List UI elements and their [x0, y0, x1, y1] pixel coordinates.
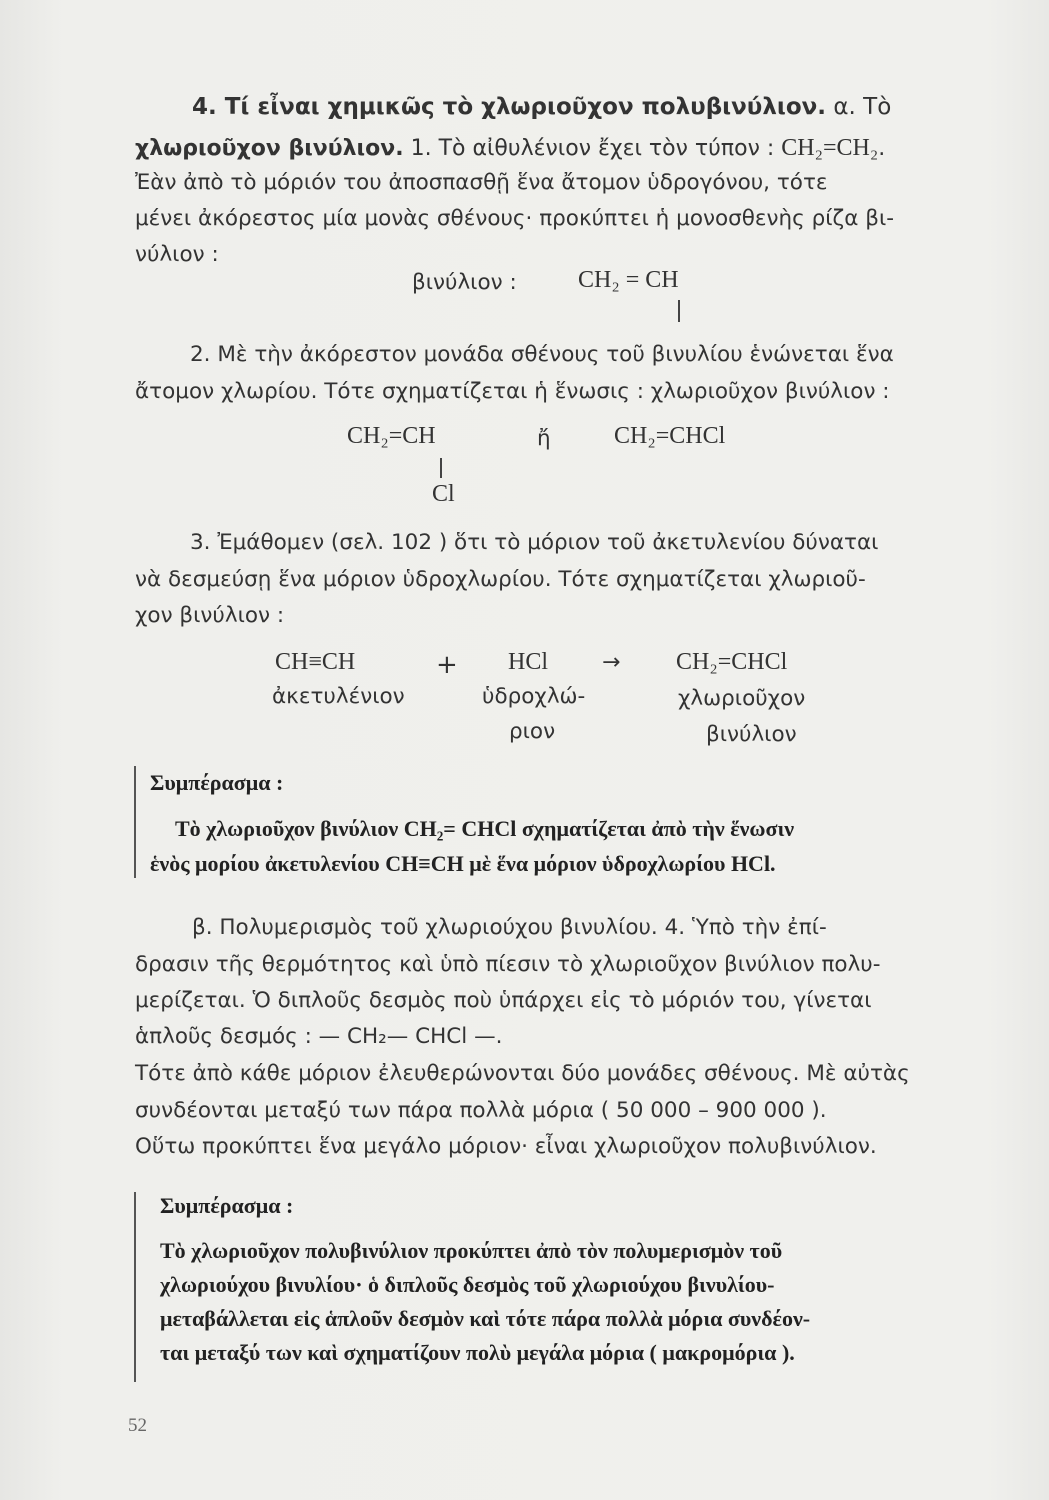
acetylene-name: ἀκετυλένιον [272, 684, 405, 709]
hcl-name-part1: ὑδροχλώ- [482, 684, 586, 709]
page-number: 52 [128, 1415, 147, 1436]
text-line: Τότε ἀπὸ κάθε μόριον ἐλευθερώνονται δύο μονάδες σθένους. Μὲ αὐτὰς [135, 1061, 910, 1086]
section-heading: 4. Τί εἶναι χημικῶς τὸ χλωριοῦχον πολυβινύλιον. [192, 94, 827, 120]
text-line: νὰ δεσμεύσῃ ἕνα μόριον ὑδροχλωρίου. Τότε σχηματίζεται χλωριοῦ- [135, 567, 866, 592]
hcl-name-part2: ριον [509, 719, 556, 744]
text-line: Οὕτω προκύπτει ἕνα μεγάλο μόριον· εἶναι χλωριοῦχον πολυβινύλιον. [135, 1134, 877, 1159]
conclusion-title: Συμπέρασμα : [150, 770, 284, 795]
text-line: ἁπλοῦς δεσμός : — CH₂— CHCl —. [135, 1024, 503, 1049]
vinyl-chloride-formula-structural: CH₂=CH [347, 423, 436, 449]
chlorine-substituent: Cl [432, 481, 455, 507]
section-4-heading-line [192, 96, 891, 119]
text-line: συνδέονται μεταξύ των πάρα πολλὰ μόρια ( 50 000 – 900 000 ). [135, 1098, 827, 1123]
text-line [135, 136, 885, 160]
or-word: ἤ [537, 426, 551, 451]
conclusion-margin-bar [134, 766, 136, 878]
text-line: νύλιον : [135, 242, 219, 267]
vinyl-chloride-formula-condensed: CH₂=CHCl [614, 423, 726, 449]
vinyl-formula: CH₂ = CH [578, 267, 679, 293]
conclusion-text-line: Τὸ χλωριοῦχον πολυβινύλιον προκύπτει ἀπὸ τὸν πολυμερισμὸν τοῦ [160, 1238, 783, 1263]
subsection-a-label: α. Τὸ [826, 94, 892, 120]
section-b-heading-line: β. Πολυμερισμὸς τοῦ χλωριούχου βινυλίου. 4. Ὑπὸ τὴν ἐπί- [192, 915, 827, 940]
conclusion-text-line: ται μεταξύ των καὶ σχηματίζουν πολὺ μεγάλα μόρια ( μακρομόρια ). [160, 1340, 795, 1365]
subsection-title: χλωριοῦχον βινύλιον. [135, 136, 404, 161]
product-name-part1: χλωριοῦχον [678, 686, 806, 711]
text-line: μερίζεται. Ὁ διπλοῦς δεσμὸς ποὺ ὑπάρχει εἰς τὸ μόριόν του, γίνεται [135, 988, 872, 1013]
free-bond-line [678, 300, 680, 322]
plus-sign: + [436, 650, 458, 680]
vinyl-label: βινύλιον : [412, 270, 517, 295]
vinyl-chloride-product-formula: CH₂=CHCl [676, 649, 788, 675]
text-line: Ἐὰν ἀπὸ τὸ μόριόν του ἀποσπασθῇ ἕνα ἄτομον ὑδρογόνου, τότε [135, 170, 828, 195]
conclusion-margin-bar [134, 1192, 136, 1382]
conclusion-text-line: ἑνὸς μορίου ἀκετυλενίου CH≡CH μὲ ἕνα μόριον ὑδροχλωρίου HCl. [150, 851, 776, 876]
product-name-part2: βινύλιον [706, 722, 797, 747]
conclusion-title: Συμπέρασμα : [160, 1193, 294, 1218]
text-line: 2. Μὲ τὴν ἀκόρεστον μονάδα σθένους τοῦ βινυλίου ἑνώνεται ἕνα [190, 342, 894, 367]
text-line: χον βινύλιον : [135, 603, 285, 628]
text-fragment: 1. Τὸ αἰθυλένιον ἔχει τὸν τύπον : [403, 136, 782, 161]
acetylene-formula: CH≡CH [275, 649, 356, 675]
text-line: ἄτομον χλωρίου. Τότε σχηματίζεται ἡ ἕνωσις : χλωριοῦχον βινύλιον : [135, 379, 890, 404]
text-fragment: . [878, 136, 886, 161]
reaction-arrow: → [602, 650, 621, 675]
chlorine-bond-line [440, 458, 442, 478]
ethylene-formula: CH₂=CH₂ [781, 135, 879, 161]
hcl-formula: HCl [508, 649, 549, 675]
conclusion-text-line: Τὸ χλωριοῦχον βινύλιον CH₂= CHCl σχηματίζεται ἀπὸ τὴν ἕνωσιν [175, 816, 795, 841]
text-line: 3. Ἐμάθομεν (σελ. 102 ) ὅτι τὸ μόριον τοῦ ἀκετυλενίου δύναται [190, 530, 879, 555]
text-line: μένει ἀκόρεστος μία μονὰς σθένους· προκύπτει ἡ μονοσθενὴς ρίζα βι- [135, 206, 895, 231]
conclusion-text-line: μεταβάλλεται εἰς ἁπλοῦν δεσμὸν καὶ τότε πάρα πολλὰ μόρια συνδέον- [160, 1306, 811, 1331]
text-line: δρασιν τῆς θερμότητος καὶ ὑπὸ πίεσιν τὸ χλωριοῦχον βινύλιον πολυ- [135, 952, 881, 977]
conclusion-text-line: χλωριούχου βινυλίου· ὁ διπλοῦς δεσμὸς τοῦ χλωριούχου βινυλίου- [160, 1272, 775, 1297]
